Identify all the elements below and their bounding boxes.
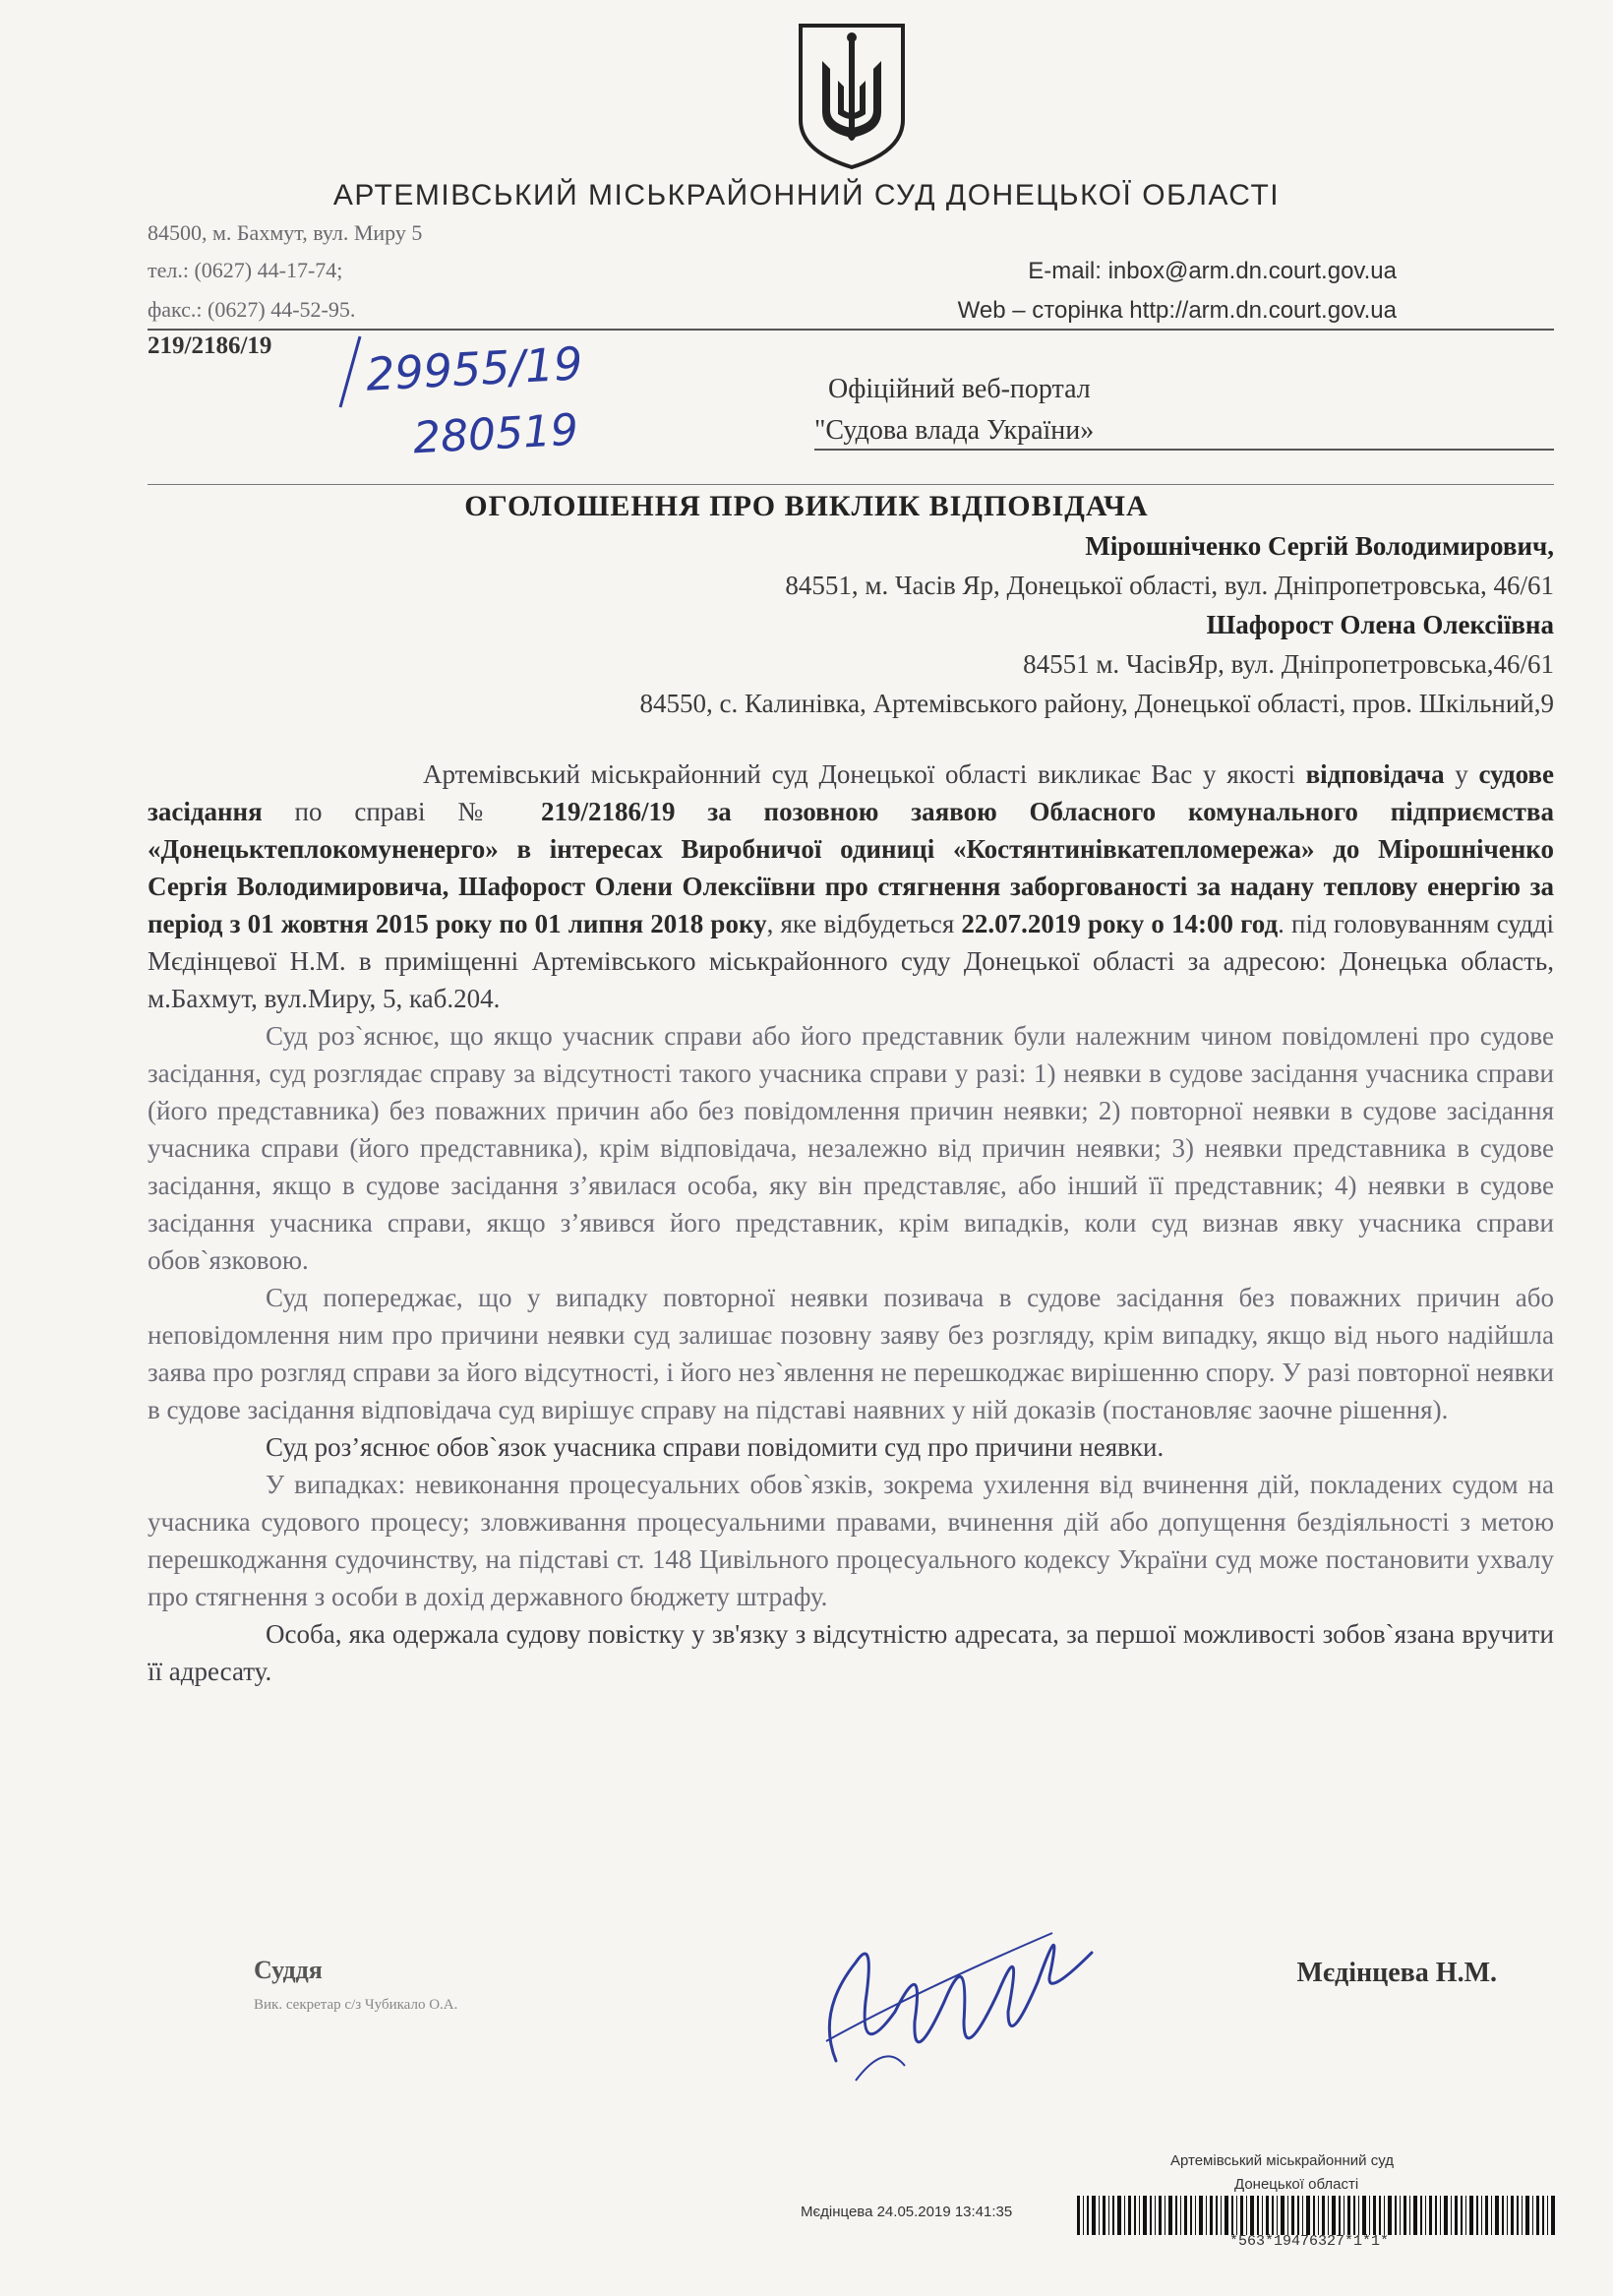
stamp-region: Донецької області — [1234, 2176, 1359, 2193]
court-phone: тел.: (0627) 44-17-74; — [148, 258, 343, 282]
paragraph-warning: Суд попереджає, що у випадку повторної неявки позивача в судове засідання без поважних причин або неповідомлення ним про причини неявки суд залишає позовну заяву без розгляду, крім випадку, якщо від нього надійшла заява про розгляд справи за його відсутності, і його нез`явлення не перешкоджає вирішенню спору. У разі повторної неявки в судове засідання відповідача суд вирішує справу на підставі наявних у ній доказів (постановляє заочне рішення). — [148, 1283, 1554, 1424]
summons-text-e: по справі № — [262, 797, 542, 826]
coat-of-arms-emblem — [795, 22, 909, 171]
stamp-court-name: Артемівський міськрайонний суд — [1170, 2152, 1394, 2169]
addressee-name-2: Шафорост Олена Олексіївна — [1206, 610, 1554, 639]
court-web: Web – сторінка http://arm.dn.court.gov.ua — [957, 297, 1397, 324]
paragraph-delivery: Особа, яка одержала судову повістку у зв'язку з відсутністю адресата, за першої можливості зобов`язана вручити її адресату. — [148, 1619, 1554, 1686]
handwritten-date: 280519 — [411, 404, 580, 464]
summons-hearing: судове засідання — [148, 759, 1554, 826]
summons-text-c: у — [1444, 759, 1479, 789]
summons-datetime: 22.07.2019 року о 14:00 год — [961, 909, 1279, 938]
notice-body — [148, 755, 1554, 1690]
portal-underline — [814, 449, 1554, 451]
header-divider — [148, 329, 1554, 331]
addressee-address-1: 84551, м. Часів Яр, Донецької області, вул. Дніпропетровська, 46/61 — [785, 571, 1554, 600]
stamp-date-line: Мєдінцева 24.05.2019 13:41:35 — [801, 2204, 1013, 2220]
judge-name: Мєдінцева Н.М. — [1296, 1958, 1497, 1988]
notice-title: ОГОЛОШЕННЯ ПРО ВИКЛИК ВІДПОВІДАЧА — [464, 490, 1149, 522]
addressee-address-3: 84550, с. Калинівка, Артемівського району, Донецької області, пров. Шкільний,9 — [639, 689, 1554, 718]
summons-text-a: Артемівський міськрайонний суд Донецької області викликає Вас у якості — [423, 759, 1306, 789]
court-name: АРТЕМІВСЬКИЙ МІСЬКРАЙОННИЙ СУД ДОНЕЦЬКОЇ ОБЛАСТІ — [332, 179, 1281, 211]
addressee-name-1: Мірошніченко Сергій Володимирович, — [1085, 531, 1554, 561]
title-rule — [148, 484, 1554, 485]
paragraph-penalty: У випадках: невиконання процесуальних обов`язків, зокрема ухилення від вчинення дій, покладених судом на учасника судового процесу; зловживання процесуальними правами, вчинення дій або допущення бездіяльності з метою перешкоджання судочинству, на підставі ст. 148 Цивільного процесуального кодексу України суд може постановити ухвалу про стягнення з особи в дохід державного бюджету штрафу. — [148, 1470, 1554, 1611]
court-fax: факс.: (0627) 44-52-95. — [148, 297, 356, 322]
paragraph-absence-rules: Суд роз`яснює, що якщо учасник справи або його представник були належним чином повідомлені про судове засідання, суд розглядає справу за відсутності такого учасника справи у разі: 1) неявки в судове засідання учасника справи (його представника) без поважних причин або без повідомлення причин неявки; 2) повторної неявки в судове засідання учасника справи (його представника), крім відповідача, незалежно від причин неявки; 3) неявки представника в судове засідання, якщо в судове засідання з’явилася особа, яку він представляє, або інший її представник; 4) неявки в судове засідання учасника справи, якщо з’явився його представник, крім випадків, коли суд визнав явку учасника справи обов`язковою. — [148, 1021, 1554, 1275]
handwritten-slash — [334, 332, 364, 411]
portal-line-2: "Судова влада України» — [814, 415, 1095, 446]
court-address: 84500, м. Бахмут, вул. Миру 5 — [148, 220, 423, 245]
paragraph-summons — [148, 755, 1554, 1017]
handwritten-reg-number: 29955/19 — [364, 336, 584, 401]
addressee-address-2: 84551 м. ЧасівЯр, вул. Дніпропетровська,46/61 — [1023, 649, 1554, 679]
paragraph-duty: Суд роз’яснює обов`язок учасника справи повідомити суд про причини неявки. — [266, 1432, 1165, 1462]
judge-label: Суддя — [254, 1956, 323, 1984]
court-email: E-mail: inbox@arm.dn.court.gov.ua — [1028, 258, 1397, 284]
summons-role: відповідача — [1305, 759, 1445, 789]
summons-text-g: , яке відбудеться — [766, 909, 962, 938]
secretary-note: Вик. секретар с/з Чубикало О.А. — [254, 1997, 458, 2013]
barcode-number: *563*19476327*1*1* — [1229, 2233, 1390, 2250]
barcode — [1077, 2196, 1559, 2235]
case-number: 219/2186/19 — [148, 332, 272, 359]
handwritten-signature — [797, 1894, 1111, 2090]
summons-case-details: 219/2186/19 за позовною заявою Обласного комунального підприємства «Донецьктеплокомуненерго» в інтересах Виробничої одиниці «Костянтинівкатепломережа» до Мірошніченко Сергія Володимировича, Шафорост Олени Олексіївни про стягнення заборгованості за надану теплову енергію за період з 01 жовтня 2015 року по 01 липня 2018 року — [148, 797, 1554, 938]
portal-line-1: Офіційний веб-портал — [828, 374, 1091, 404]
summons-text-i: . під головуванням судді Мєдінцевої Н.М. в приміщенні Артемівського міськрайонного суду Донецької області за адресою: Донецька область, м.Бахмут, вул.Миру, 5, каб.204. — [148, 909, 1554, 1013]
